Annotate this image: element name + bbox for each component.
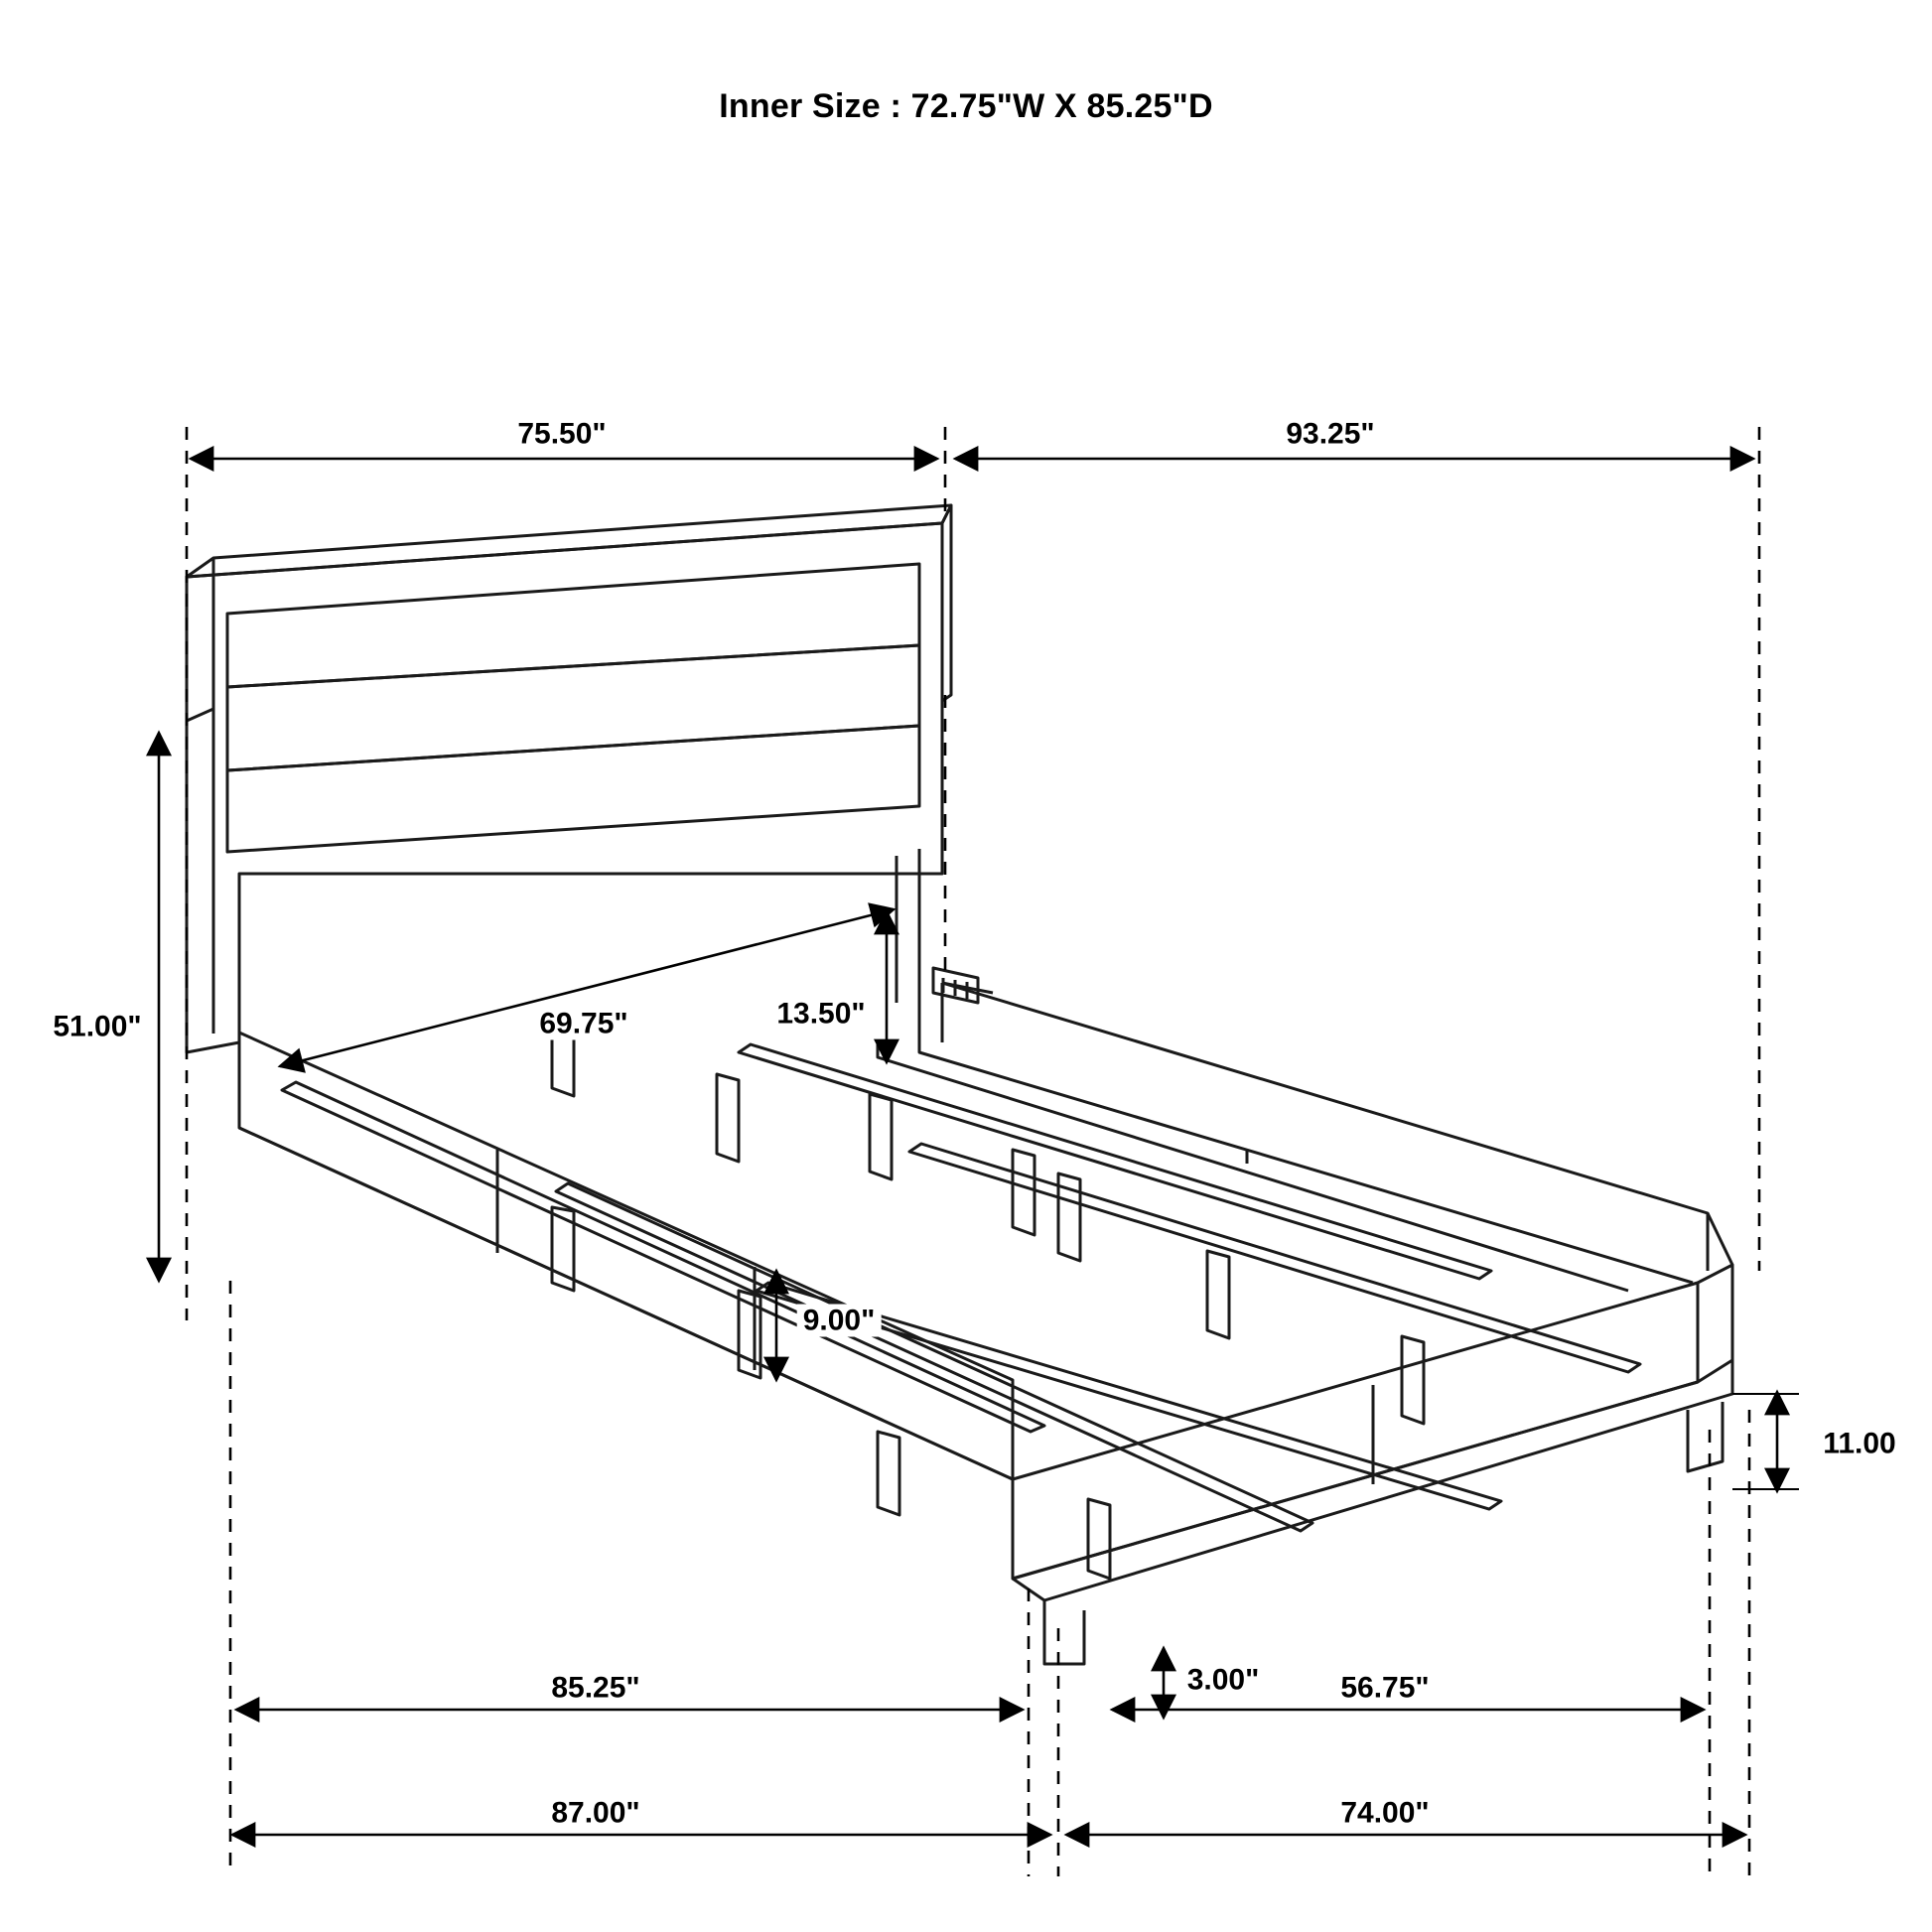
dim-label-9-00: 9.00" [797,1305,882,1337]
dim-label-13-50: 13.50" [770,998,871,1031]
dim-label-69-75: 69.75" [533,1008,633,1040]
page-title: Inner Size : 72.75"W X 85.25"D [719,87,1213,125]
dim-label-74-00: 74.00" [1334,1797,1435,1830]
dim-label-87-00: 87.00" [545,1797,645,1830]
dim-label-11-00: 11.00 [1817,1428,1901,1460]
dim-label-3-00: 3.00" [1181,1664,1266,1697]
dim-label-56-75: 56.75" [1334,1672,1435,1705]
dim-label-51-00: 51.00" [47,1011,147,1043]
dim-label-93-25: 93.25" [1280,418,1380,451]
dim-label-85-25: 85.25" [545,1672,645,1705]
dim-label-75-50: 75.50" [511,418,612,451]
